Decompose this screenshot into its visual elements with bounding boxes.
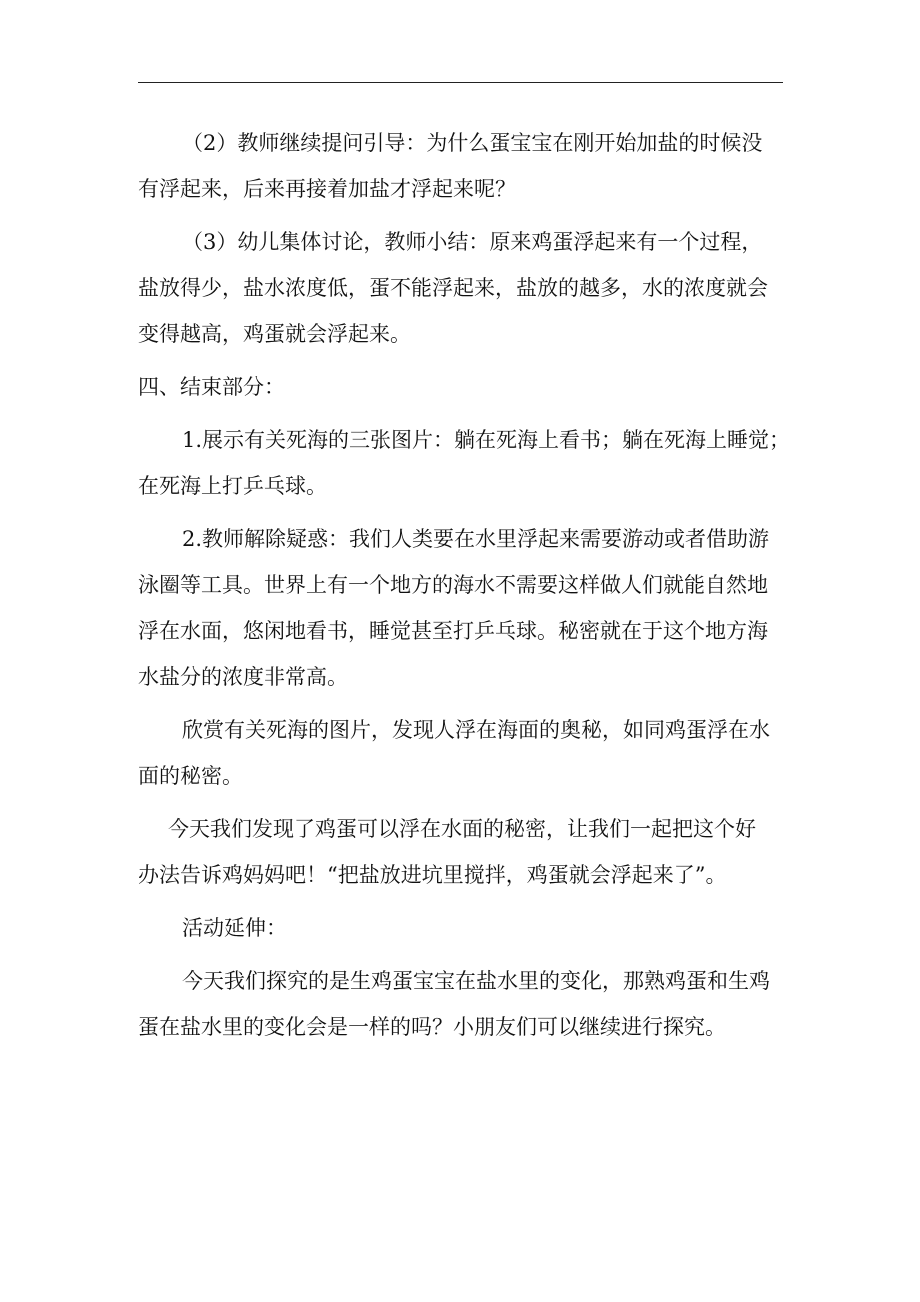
text-line: 面的秘密。 bbox=[138, 764, 243, 788]
section-heading: 活动延伸： bbox=[182, 916, 287, 940]
text-line: 2.教师解除疑惑：我们人类要在水里浮起来需要游动或者借助游 bbox=[182, 527, 770, 551]
paragraph-item-1 bbox=[138, 417, 791, 509]
text-line: 浮在水面，悠闲地看书，睡觉甚至打乒乓球。秘密就在于这个地方海 bbox=[138, 619, 768, 643]
section-heading-extension bbox=[138, 905, 788, 951]
section-heading-ending bbox=[138, 364, 788, 410]
section-heading: 四、结束部分： bbox=[138, 375, 285, 399]
text-line: 水盐分的浓度非常高。 bbox=[138, 665, 348, 689]
header-rule bbox=[138, 82, 783, 83]
text-line: 在死海上打乒乓球。 bbox=[138, 474, 327, 498]
text-line: （3）幼儿集体讨论，教师小结：原来鸡蛋浮起来有一个过程， bbox=[182, 230, 763, 254]
text-line: 今天我们发现了鸡蛋可以浮在水面的秘密，让我们一起把这个好 bbox=[168, 817, 756, 841]
text-line: 盐放得少，盐水浓度低，蛋不能浮起来，盐放的越多，水的浓度就会 bbox=[138, 276, 768, 300]
paragraph-item-2 bbox=[138, 516, 788, 700]
text-line: 有浮起来，后来再接着加盐才浮起来呢？ bbox=[138, 177, 516, 201]
text-line: 办法告诉鸡妈妈吧！“把盐放进坑里搅拌，鸡蛋就会浮起来了”。 bbox=[138, 863, 727, 887]
text-line: 今天我们探究的是生鸡蛋宝宝在盐水里的变化，那熟鸡蛋和生鸡 bbox=[182, 969, 770, 993]
text-line: 1.展示有关死海的三张图片：躺在死海上看书；躺在死海上睡觉； bbox=[182, 428, 791, 452]
text-line: 变得越高，鸡蛋就会浮起来。 bbox=[138, 322, 411, 346]
text-line: 蛋在盐水里的变化会是一样的吗？小朋友们可以继续进行探究。 bbox=[138, 1015, 726, 1039]
text-line: 泳圈等工具。世界上有一个地方的海水不需要这样做人们就能自然地 bbox=[138, 573, 768, 597]
document-body bbox=[138, 120, 791, 1057]
paragraph-extension bbox=[138, 958, 788, 1050]
paragraph-today-discovery bbox=[138, 806, 788, 898]
paragraph-appreciate bbox=[138, 707, 788, 799]
text-line: （2）教师继续提问引导：为什么蛋宝宝在刚开始加盐的时候没 bbox=[182, 131, 763, 155]
text-line: 欣赏有关死海的图片，发现人浮在海面的奥秘，如同鸡蛋浮在水 bbox=[182, 718, 770, 742]
paragraph-question-2 bbox=[138, 120, 788, 212]
paragraph-summary-3 bbox=[138, 219, 788, 357]
